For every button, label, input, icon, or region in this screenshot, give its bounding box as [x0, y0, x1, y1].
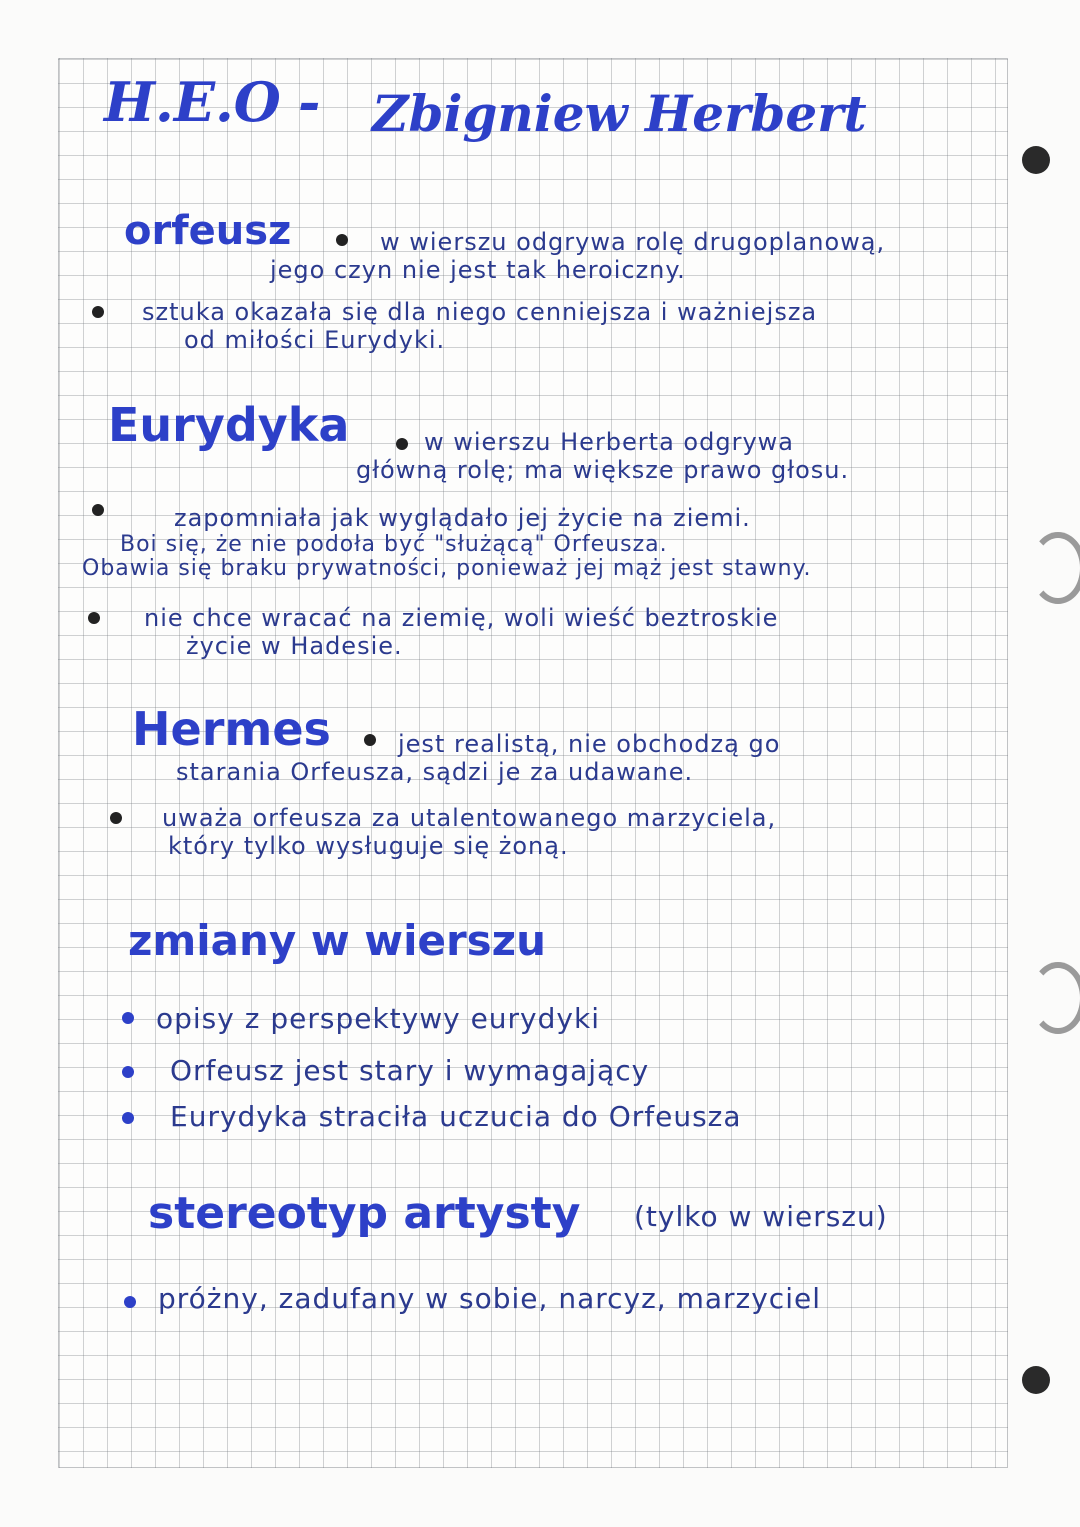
- note-line: główną rolę; ma większe prawo głosu.: [356, 456, 850, 484]
- bullet-icon: [124, 1296, 136, 1308]
- title-dash: -: [298, 70, 321, 134]
- title-left: H.E.O: [104, 70, 281, 134]
- title-author: Zbigniew Herbert: [372, 84, 867, 143]
- note-line: jego czyn nie jest tak heroiczny.: [270, 256, 686, 284]
- bullet-icon: [336, 234, 348, 246]
- note-line: w wierszu odgrywa rolę drugoplanową,: [380, 228, 886, 256]
- note-line: zapomniała jak wyglądało jej życie na ziemi.: [174, 504, 751, 532]
- binder-ring-icon: [1030, 532, 1080, 604]
- note-line: Eurydyka straciła uczucia do Orfeusza: [170, 1100, 742, 1133]
- section-subheading-stereotyp: (tylko w wierszu): [634, 1200, 888, 1233]
- note-line: od miłości Eurydyki.: [184, 326, 446, 354]
- note-line: Orfeusz jest stary i wymagający: [170, 1054, 650, 1087]
- binder-hole-icon: [1022, 1366, 1050, 1394]
- bullet-icon: [122, 1066, 134, 1078]
- note-line: uważa orfeusza za utalentowanego marzyciela,: [162, 804, 777, 832]
- bullet-icon: [110, 812, 122, 824]
- note-line: Boi się, że nie podoła być "służącą" Orfeusza.: [120, 532, 668, 557]
- note-line: starania Orfeusza, sądzi je za udawane.: [176, 758, 694, 786]
- note-line: życie w Hadesie.: [186, 632, 403, 660]
- note-line: który tylko wysługuje się żoną.: [168, 832, 569, 860]
- bullet-icon: [122, 1112, 134, 1124]
- section-heading-eurydyka: Eurydyka: [108, 398, 350, 452]
- section-heading-orfeusz: orfeusz: [124, 208, 292, 254]
- note-line: jest realistą, nie obchodzą go: [398, 730, 781, 758]
- section-heading-zmiany: zmiany w wierszu: [128, 916, 547, 965]
- bullet-icon: [92, 504, 104, 516]
- bullet-icon: [364, 734, 376, 746]
- note-line: próżny, zadufany w sobie, narcyz, marzyciel: [158, 1282, 821, 1315]
- note-line: nie chce wracać na ziemię, woli wieść beztroskie: [144, 604, 779, 632]
- bullet-icon: [92, 306, 104, 318]
- binder-hole-icon: [1022, 146, 1050, 174]
- section-heading-hermes: Hermes: [132, 702, 331, 756]
- note-line: sztuka okazała się dla niego cenniejsza i ważniejsza: [142, 298, 818, 326]
- section-heading-stereotyp: stereotyp artysty: [148, 1188, 581, 1239]
- note-line: Obawia się braku prywatności, ponieważ jej mąż jest stawny.: [82, 556, 812, 581]
- note-line: opisy z perspektywy eurydyki: [156, 1002, 600, 1035]
- bullet-icon: [396, 438, 408, 450]
- note-line: w wierszu Herberta odgrywa: [424, 428, 794, 456]
- binder-ring-icon: [1030, 962, 1080, 1034]
- bullet-icon: [122, 1012, 134, 1024]
- bullet-icon: [88, 612, 100, 624]
